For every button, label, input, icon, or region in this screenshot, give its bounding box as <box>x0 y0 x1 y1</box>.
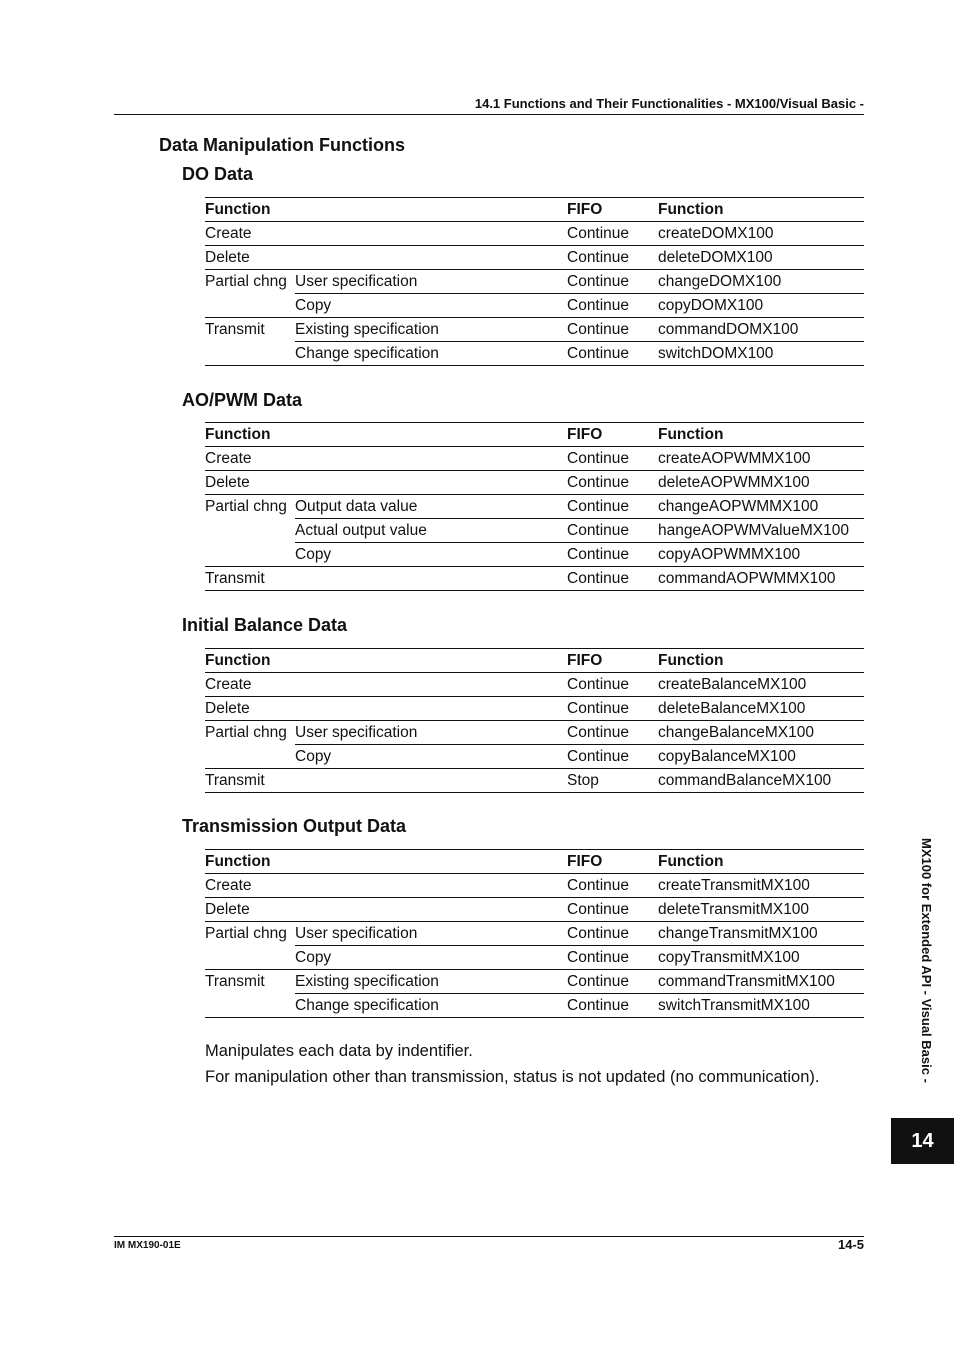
footer-page-number: 14-5 <box>837 1237 864 1252</box>
row-suboperation <box>295 697 567 721</box>
footer-doc-id: IM MX190-01E <box>114 1240 181 1251</box>
row-operation <box>205 994 295 1018</box>
table-title-transmission-output-data: Transmission Output Data <box>182 816 407 836</box>
row-fifo: Continue <box>567 922 658 946</box>
row-operation: Delete <box>205 471 295 495</box>
row-function-name: commandBalanceMX100 <box>658 769 864 793</box>
col-header-function-name: Function <box>658 423 864 447</box>
row-operation: Delete <box>205 246 295 270</box>
table-row <box>205 342 864 366</box>
row-suboperation: Copy <box>295 543 567 567</box>
table-row <box>205 543 864 567</box>
transmission-output-data-table <box>205 849 864 1018</box>
table-row <box>205 769 864 793</box>
row-operation <box>205 519 295 543</box>
row-function-name: createAOPWMMX100 <box>658 449 811 467</box>
row-operation: Delete <box>205 898 295 922</box>
row-suboperation <box>295 769 567 793</box>
row-fifo: Continue <box>567 495 658 519</box>
col-header-function-name: Function <box>658 198 864 222</box>
row-suboperation <box>295 567 567 591</box>
row-function-name: deleteBalanceMX100 <box>658 697 864 721</box>
row-fifo: Continue <box>567 994 658 1018</box>
table-row <box>205 721 864 745</box>
table-header-row <box>205 198 864 222</box>
row-function-name: copyTransmitMX100 <box>658 946 864 970</box>
header-rule <box>114 114 864 115</box>
row-function-name: createTransmitMX100 <box>658 876 810 894</box>
row-function-name: commandTransmitMX100 <box>658 970 864 994</box>
col-header-function: Function <box>205 649 567 673</box>
row-suboperation: User specification <box>295 721 567 745</box>
row-fifo: Continue <box>567 449 630 467</box>
table-row <box>205 519 864 543</box>
table-header-row <box>205 850 864 874</box>
table-row <box>205 447 864 471</box>
row-suboperation: Existing specification <box>295 318 567 342</box>
do-data-table <box>205 197 864 366</box>
initial-balance-data-table <box>205 648 864 793</box>
row-fifo: Continue <box>567 270 658 294</box>
table-row <box>205 222 864 246</box>
table-title-ao-pwm-data: AO/PWM Data <box>182 390 303 410</box>
table-row <box>205 270 864 294</box>
note-paragraph-1: Manipulates each data by indentifier. <box>205 1042 473 1060</box>
row-fifo: Continue <box>567 342 658 366</box>
row-operation: Partial chng <box>205 495 295 519</box>
row-suboperation <box>295 447 567 471</box>
ao-pwm-data-table <box>205 422 864 591</box>
row-suboperation: Change specification <box>295 994 567 1018</box>
row-suboperation <box>295 673 567 697</box>
col-header-function-name: Function <box>658 649 864 673</box>
row-fifo: Continue <box>567 721 658 745</box>
row-operation: Delete <box>205 697 295 721</box>
table-row <box>205 898 864 922</box>
row-function-name: hangeAOPWMValueMX100 <box>658 519 864 543</box>
side-tab-label: MX100 for Extended API - Visual Basic - <box>919 838 934 1083</box>
chapter-tab: 14 <box>891 1118 954 1164</box>
row-suboperation: User specification <box>295 922 567 946</box>
table-title-do-data: DO Data <box>182 164 254 184</box>
row-operation: Partial chng <box>205 270 295 294</box>
row-operation: Create <box>205 224 252 242</box>
row-function-name: copyDOMX100 <box>658 294 864 318</box>
row-fifo: Continue <box>567 224 630 242</box>
row-operation: Create <box>205 675 252 693</box>
row-suboperation: Actual output value <box>295 519 567 543</box>
col-header-fifo: FIFO <box>567 423 658 447</box>
note-paragraph-2: For manipulation other than transmission, status is not updated (no communication). <box>205 1068 820 1086</box>
row-fifo: Continue <box>567 898 658 922</box>
row-function-name: changeAOPWMMX100 <box>658 495 864 519</box>
row-fifo: Continue <box>567 318 658 342</box>
row-suboperation <box>295 222 567 246</box>
row-function-name: copyBalanceMX100 <box>658 745 864 769</box>
row-suboperation: Change specification <box>295 342 567 366</box>
col-header-function: Function <box>205 850 567 874</box>
table-row <box>205 495 864 519</box>
col-header-function: Function <box>205 198 567 222</box>
table-row <box>205 697 864 721</box>
row-fifo: Continue <box>567 471 658 495</box>
row-suboperation <box>295 874 567 898</box>
row-function-name: createDOMX100 <box>658 224 774 242</box>
table-row <box>205 745 864 769</box>
table-title-initial-balance-data: Initial Balance Data <box>182 615 348 635</box>
table-row <box>205 946 864 970</box>
row-fifo: Continue <box>567 697 658 721</box>
row-fifo: Continue <box>567 675 630 693</box>
table-header-row <box>205 649 864 673</box>
running-header: 14.1 Functions and Their Functionalities - MX100/Visual Basic - <box>474 96 864 111</box>
col-header-fifo: FIFO <box>567 850 658 874</box>
row-function-name: deleteTransmitMX100 <box>658 898 864 922</box>
col-header-function-name: Function <box>658 850 864 874</box>
table-row <box>205 922 864 946</box>
row-suboperation <box>295 246 567 270</box>
row-fifo: Stop <box>567 769 658 793</box>
col-header-fifo: FIFO <box>567 649 658 673</box>
table-row <box>205 246 864 270</box>
row-suboperation: Copy <box>295 294 567 318</box>
row-function-name: deleteAOPWMMX100 <box>658 471 864 495</box>
table-header-row <box>205 423 864 447</box>
row-suboperation: User specification <box>295 270 567 294</box>
table-row <box>205 970 864 994</box>
table-row <box>205 673 864 697</box>
row-function-name: deleteDOMX100 <box>658 246 864 270</box>
row-operation <box>205 342 295 366</box>
row-function-name: createBalanceMX100 <box>658 675 807 693</box>
row-operation: Transmit <box>205 318 295 342</box>
row-fifo: Continue <box>567 294 658 318</box>
row-function-name: commandDOMX100 <box>658 318 864 342</box>
table-row <box>205 294 864 318</box>
row-suboperation <box>295 471 567 495</box>
row-suboperation: Output data value <box>295 495 567 519</box>
row-operation: Transmit <box>205 567 295 591</box>
row-function-name: changeDOMX100 <box>658 270 864 294</box>
footer-rule <box>114 1236 864 1237</box>
row-suboperation: Copy <box>295 745 567 769</box>
col-header-function: Function <box>205 423 567 447</box>
row-operation: Transmit <box>205 769 295 793</box>
row-operation: Create <box>205 876 252 894</box>
row-suboperation <box>295 898 567 922</box>
row-fifo: Continue <box>567 246 658 270</box>
row-fifo: Continue <box>567 970 658 994</box>
row-operation <box>205 543 295 567</box>
row-fifo: Continue <box>567 543 658 567</box>
row-operation: Create <box>205 449 252 467</box>
row-fifo: Continue <box>567 946 658 970</box>
row-operation <box>205 294 295 318</box>
section-title: Data Manipulation Functions <box>159 135 405 155</box>
row-function-name: switchTransmitMX100 <box>658 994 864 1018</box>
row-function-name: changeBalanceMX100 <box>658 721 864 745</box>
table-row <box>205 471 864 495</box>
row-fifo: Continue <box>567 876 630 894</box>
row-function-name: copyAOPWMMX100 <box>658 543 864 567</box>
table-row <box>205 874 864 898</box>
row-function-name: changeTransmitMX100 <box>658 922 864 946</box>
row-operation: Partial chng <box>205 922 295 946</box>
table-row <box>205 994 864 1018</box>
row-fifo: Continue <box>567 745 658 769</box>
table-row <box>205 318 864 342</box>
row-suboperation: Copy <box>295 946 567 970</box>
col-header-fifo: FIFO <box>567 198 658 222</box>
row-function-name: commandAOPWMMX100 <box>658 567 864 591</box>
row-function-name: switchDOMX100 <box>658 342 864 366</box>
row-operation <box>205 946 295 970</box>
row-operation: Partial chng <box>205 721 295 745</box>
row-fifo: Continue <box>567 519 658 543</box>
row-suboperation: Existing specification <box>295 970 567 994</box>
row-operation <box>205 745 295 769</box>
table-row <box>205 567 864 591</box>
row-operation: Transmit <box>205 970 295 994</box>
row-fifo: Continue <box>567 567 658 591</box>
